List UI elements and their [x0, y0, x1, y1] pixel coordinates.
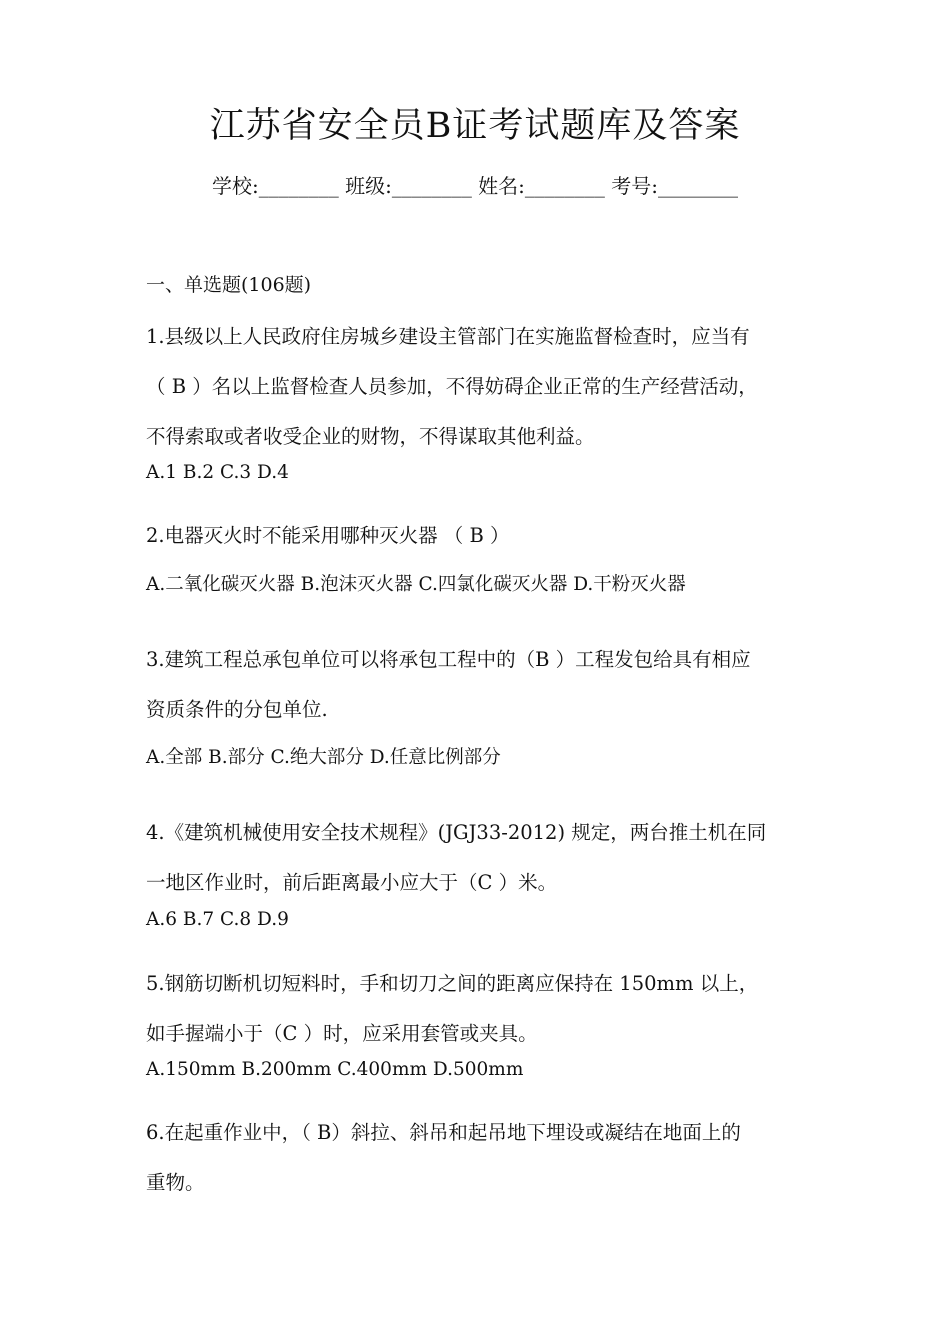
- question-line: 如手握端小于（C ）时，应采用套管或夹具。: [146, 1022, 538, 1045]
- question-line: 资质条件的分包单位.: [146, 698, 328, 721]
- section-heading: 一、单选题(106题): [146, 274, 312, 296]
- document-title: 江苏省安全员B证考试题库及答案: [209, 106, 741, 146]
- question-line: 一地区作业时，前后距离最小应大于（C ）米。: [146, 871, 558, 894]
- question-line: 5.钢筋切断机切短料时，手和切刀之间的距离应保持在 150mm 以上，: [146, 972, 759, 995]
- question-line: 2.电器灭火时不能采用哪种灭火器 （ B ）: [146, 524, 510, 547]
- question-1-text: [146, 312, 816, 462]
- question-4-options: A.6 B.7 C.8 D.9: [146, 909, 289, 930]
- question-line: 重物。: [146, 1171, 205, 1194]
- question-2-options: A.二氧化碳灭火器 B.泡沫灭火器 C.四氯化碳灭火器 D.干粉灭火器: [146, 574, 686, 595]
- question-5-options: A.150mm B.200mm C.400mm D.500mm: [146, 1059, 524, 1080]
- question-3-options: A.全部 B.部分 C.绝大部分 D.任意比例部分: [146, 747, 501, 768]
- question-line: （ B ）名以上监督检查人员参加，不得妨碍企业正常的生产经营活动，: [146, 375, 758, 398]
- question-line: 3.建筑工程总承包单位可以将承包工程中的（B ）工程发包给具有相应: [146, 648, 751, 671]
- question-line: 不得索取或者收受企业的财物，不得谋取其他利益。: [146, 425, 595, 448]
- question-4-text: [146, 808, 816, 908]
- question-line: 6.在起重作业中，（ B）斜拉、斜吊和起吊地下埋设或凝结在地面上的: [146, 1121, 741, 1144]
- question-line: 4.《建筑机械使用安全技术规程》(JGJ33-2012) 规定，两台推土机在同: [146, 821, 767, 844]
- question-1-options: A.1 B.2 C.3 D.4: [146, 462, 289, 483]
- question-line: 1.县级以上人民政府住房城乡建设主管部门在实施监督检查时，应当有: [146, 325, 750, 348]
- question-3-text: [146, 635, 816, 735]
- question-6-text: [146, 1108, 816, 1208]
- question-2-text: [146, 511, 816, 561]
- question-5-text: [146, 959, 816, 1059]
- student-info-line: 学校:________ 班级:________ 姓名:________ 考号:________: [211, 174, 739, 198]
